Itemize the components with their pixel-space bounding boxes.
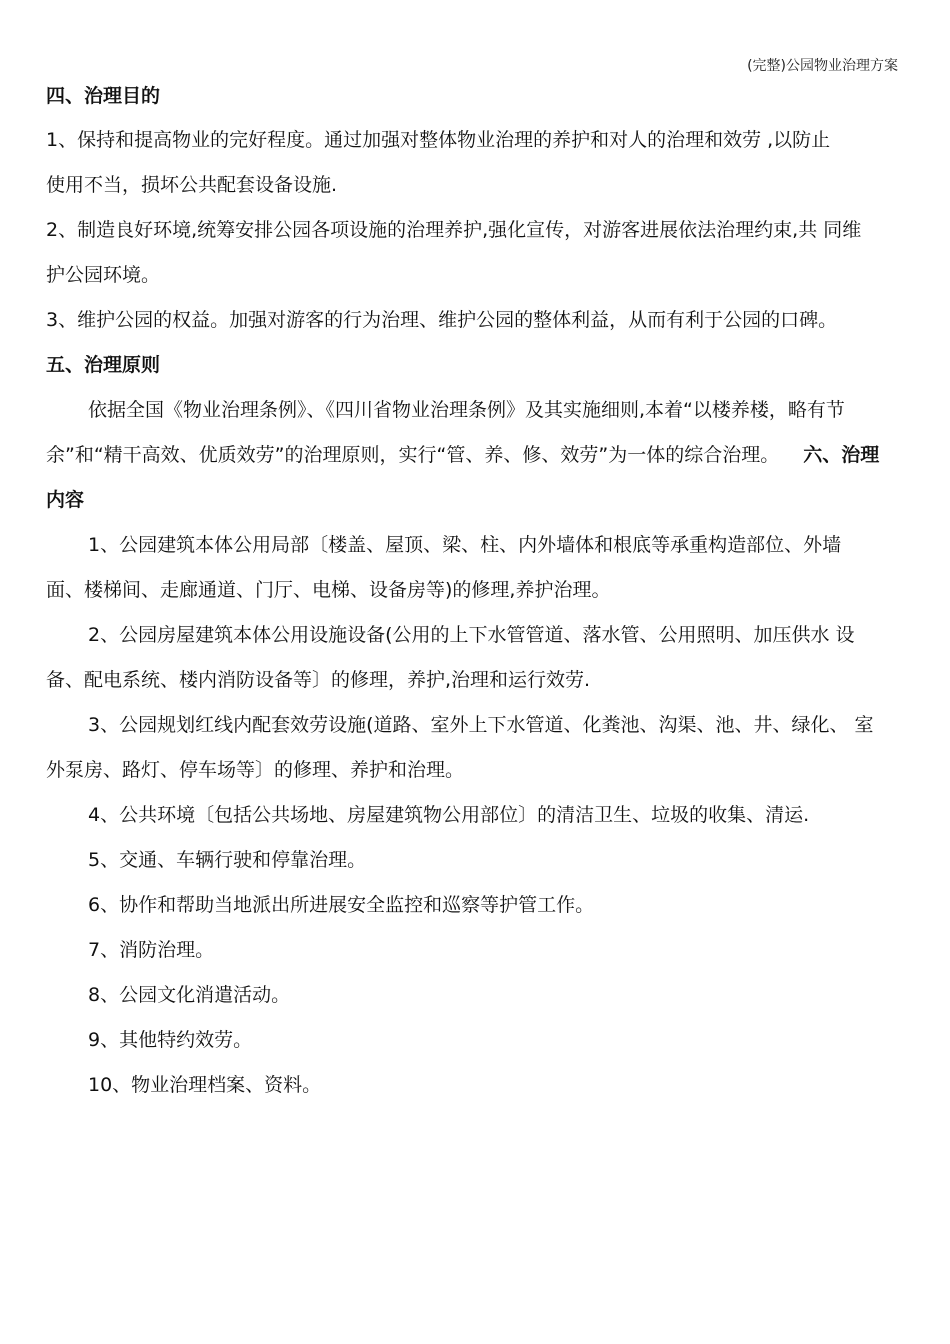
section-6-item-7: 7、消防治理。 [88, 939, 215, 961]
section-6-item-6: 6、协作和帮助当地派出所进展安全监控和巡察等护管工作。 [88, 894, 595, 916]
section-4-item-1-line-1: 1、保持和提高物业的完好程度。通过加强对整体物业治理的养护和对人的治理和效劳 ,以防止 [46, 129, 831, 151]
section-6-item-2-line-2: 备、配电系统、楼内消防设备等〕的修理，养护,治理和运行效劳. [46, 669, 591, 691]
section-6-item-3-line-2: 外泵房、路灯、停车场等〕的修理、养护和治理。 [46, 759, 465, 781]
section-6-item-5: 5、交通、车辆行驶和停靠治理。 [88, 849, 367, 871]
section-5-paragraph-line-2 [46, 443, 910, 467]
section-6-item-1-line-2: 面、楼梯间、走廊通道、门厅、电梯、设备房等)的修理,养护治理。 [46, 579, 611, 601]
section-6-item-10: 10、物业治理档案、资料。 [88, 1074, 322, 1096]
section-4-heading: 四、治理目的 [46, 85, 161, 107]
section-6-item-3-line-1: 3、公园规划红线内配套效劳设施(道路、室外上下水管道、化粪池、沟渠、池、井、绿化、 室 [88, 714, 874, 736]
section-5-paragraph-line-1: 依据全国《物业治理条例》、《四川省物业治理条例》及其实施细则,本着“以楼养楼，略有节 [88, 399, 845, 421]
section-6-item-2-line-1: 2、公园房屋建筑本体公用设施设备(公用的上下水管管道、落水管、公用照明、加压供水 设 [88, 624, 855, 646]
document-header-title: (完整)公园物业治理方案 [747, 58, 898, 74]
section-6-heading-part-2: 内容 [46, 489, 85, 511]
section-6-item-4: 4、公共环境〔包括公共场地、房屋建筑物公用部位〕的清洁卫生、垃圾的收集、清运. [88, 804, 810, 826]
section-4-item-3: 3、维护公园的权益。加强对游客的行为治理、维护公园的整体利益，从而有利于公园的口碑。 [46, 309, 838, 331]
section-6-heading-part-1: 六、治理 [803, 444, 880, 466]
section-6-item-8: 8、公园文化消遣活动。 [88, 984, 291, 1006]
section-6-item-9: 9、其他特约效劳。 [88, 1029, 253, 1051]
section-4-item-2-line-2: 护公园环境。 [46, 264, 161, 286]
section-4-item-2-line-1: 2、制造良好环境,统筹安排公园各项设施的治理养护,强化宣传，对游客进展依法治理约束,共 同维 [46, 219, 862, 241]
section-5-paragraph-text: 余”和“精干高效、优质效劳”的治理原则，实行“管、养、修、效劳”为一体的综合治理。 [46, 444, 780, 466]
section-5-heading: 五、治理原则 [46, 354, 161, 376]
section-4-item-1-line-2: 使用不当，损坏公共配套设备设施. [46, 174, 338, 196]
section-6-item-1-line-1: 1、公园建筑本体公用局部〔楼盖、屋顶、梁、柱、内外墙体和根底等承重构造部位、外墙 [88, 534, 842, 556]
